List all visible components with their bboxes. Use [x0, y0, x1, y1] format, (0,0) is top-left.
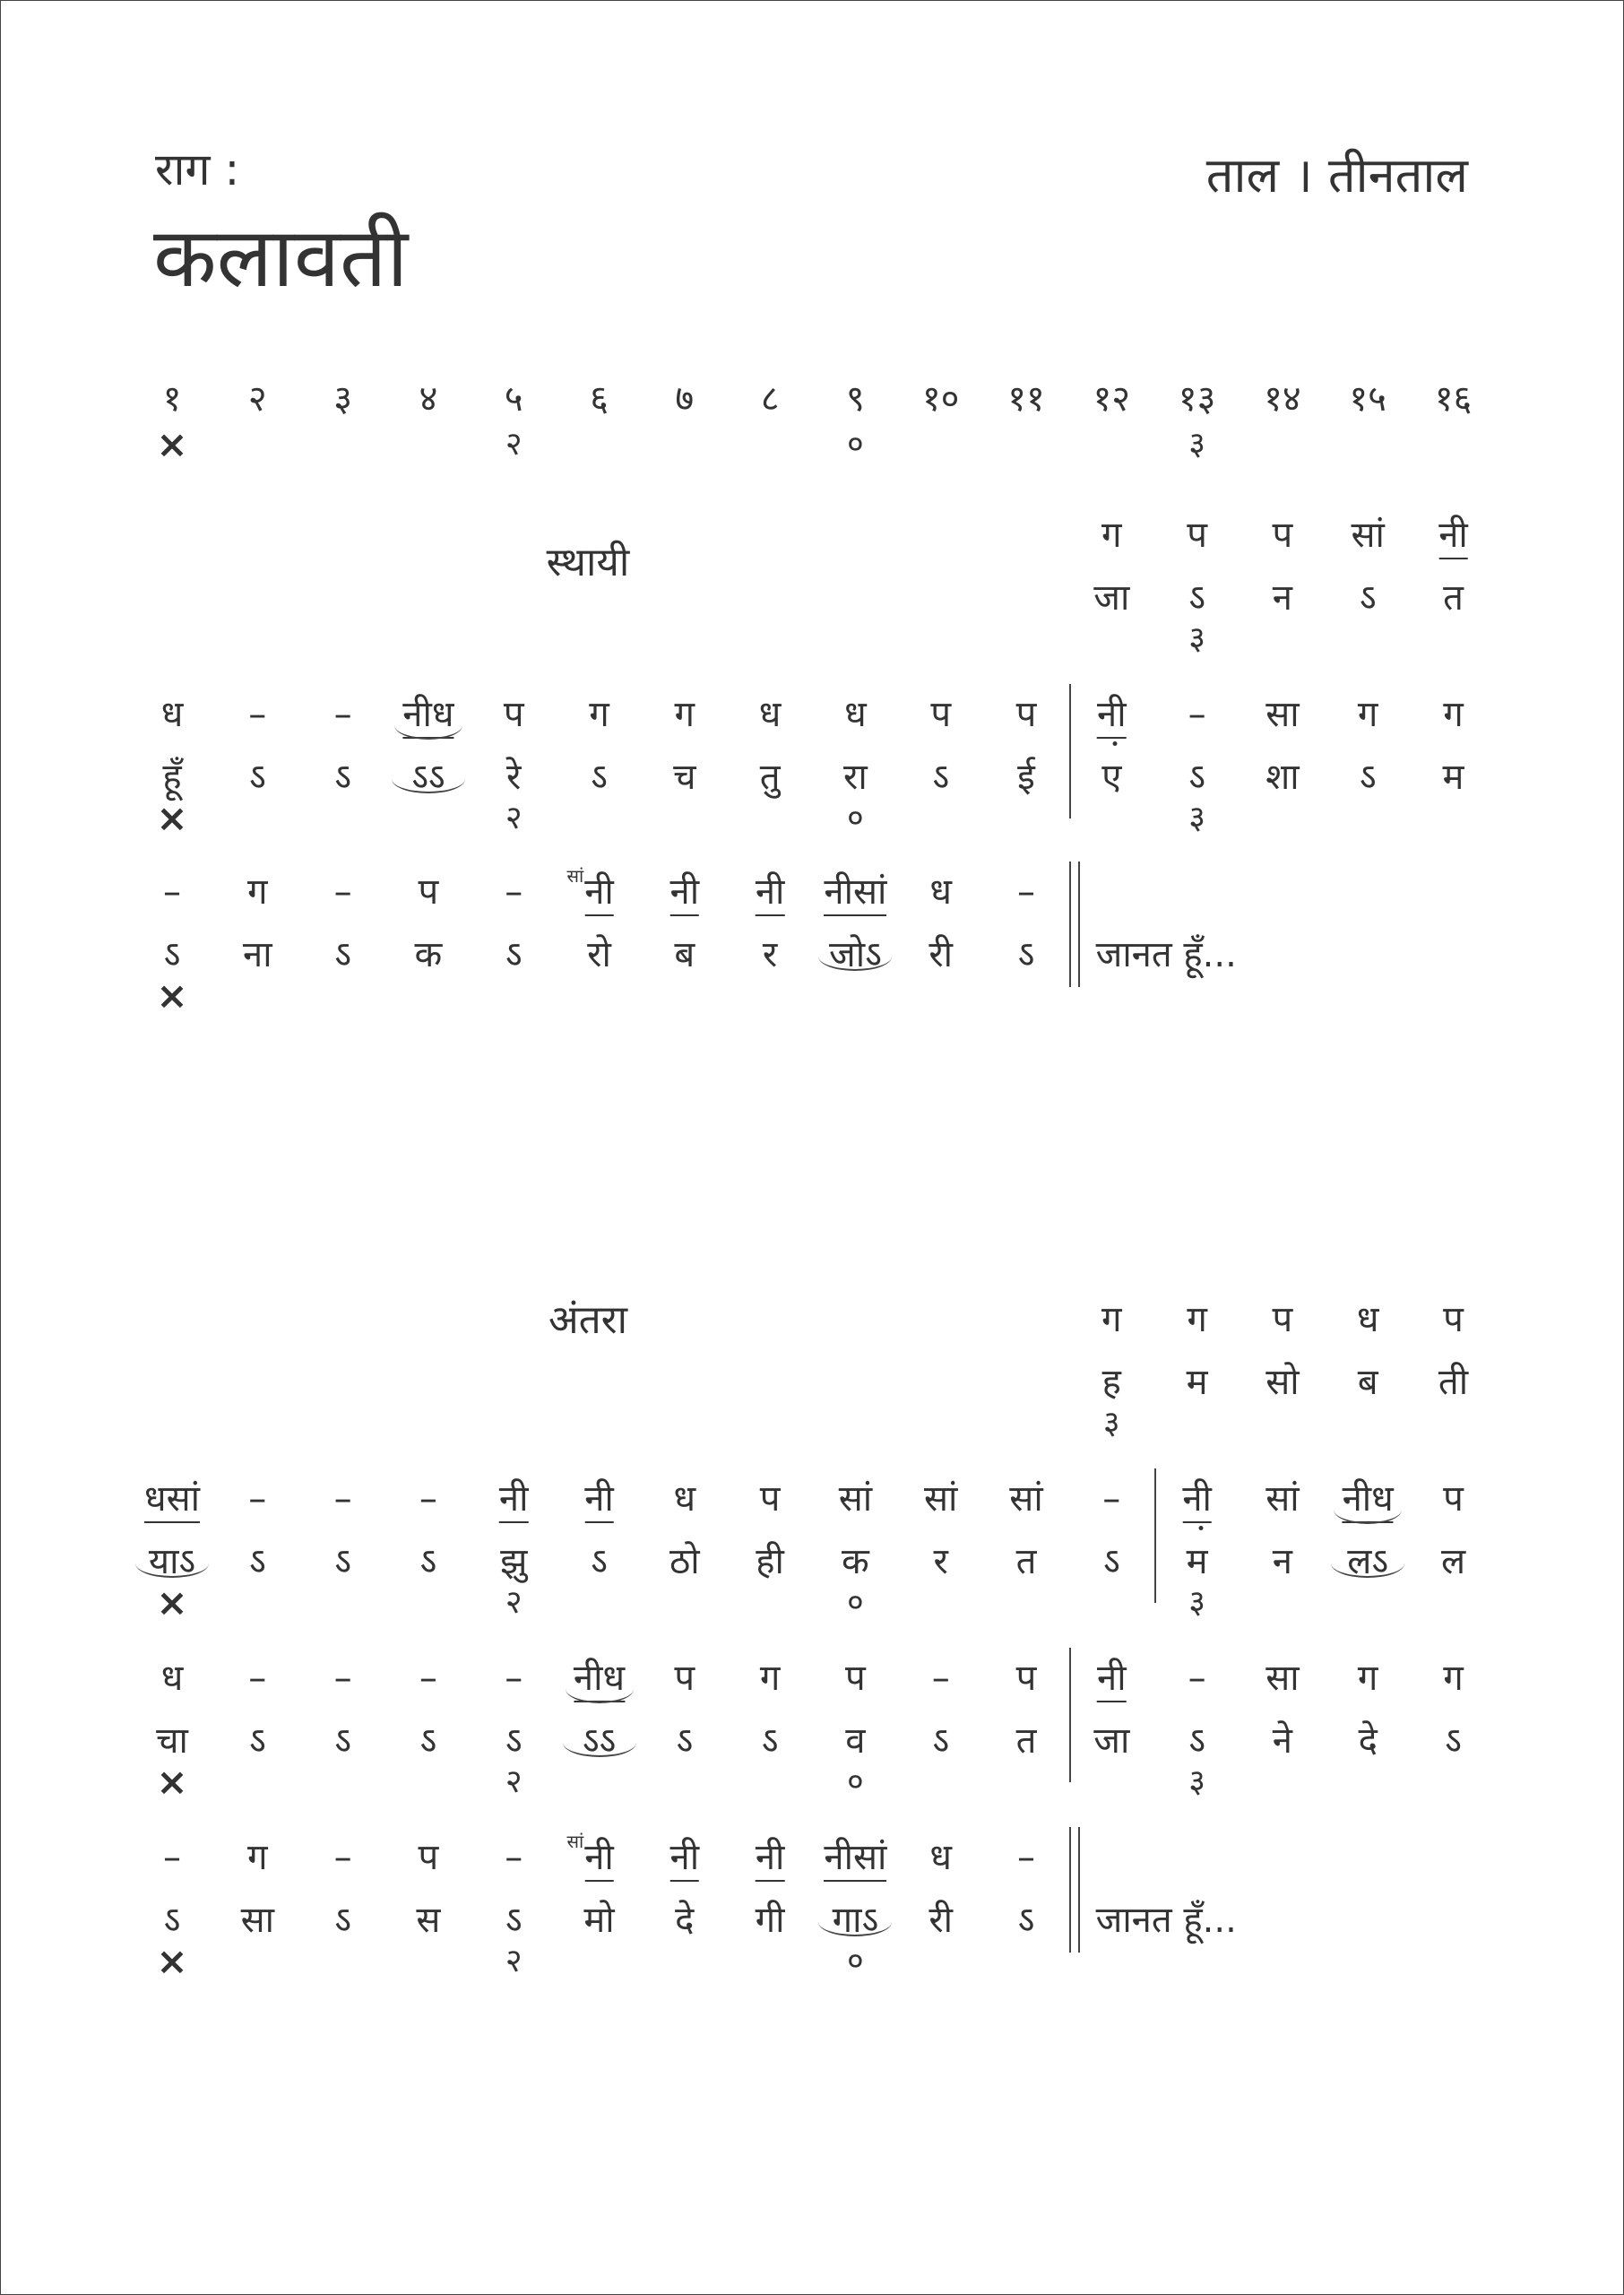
beat-number: १०: [921, 378, 960, 420]
swara-note: नीध: [574, 1657, 625, 1702]
beat-number: ४: [419, 378, 438, 420]
tala-mark: ×: [156, 1760, 188, 1804]
lyric-syllable: ऽ: [334, 757, 351, 798]
swara-note: प: [759, 1478, 781, 1520]
swara-note: ग: [589, 694, 609, 735]
swara-note: प: [503, 694, 524, 735]
lyric-syllable: र: [933, 1541, 948, 1582]
lyric-syllable: ल: [1440, 1541, 1466, 1582]
lyric-syllable: ऽ: [761, 1720, 779, 1762]
lyric-syllable: गाऽ: [832, 1900, 879, 1941]
lyric-syllable: ही: [756, 1541, 784, 1582]
lyric-syllable: ब: [1357, 1362, 1378, 1403]
swara-note: प: [930, 694, 952, 735]
lyric-syllable: सो: [1266, 1362, 1300, 1403]
lyric-syllable: रा: [843, 757, 868, 798]
lyric-syllable: ऽ: [1359, 577, 1377, 619]
lyric-syllable: ऽ: [1102, 1541, 1120, 1582]
tala-mark: २: [505, 800, 523, 836]
swara-note: –: [1017, 871, 1035, 913]
beat-number: १: [162, 378, 182, 420]
swara-note: प: [1272, 515, 1293, 556]
lyric-syllable: म: [1442, 757, 1464, 798]
lyric-syllable: गी: [755, 1900, 785, 1941]
lyric-syllable: स: [416, 1900, 441, 1941]
swara-note: ग: [1101, 515, 1122, 556]
tala-mark: ३: [1188, 620, 1205, 657]
double-bar-line: [1069, 1827, 1071, 1953]
swara-note: –: [163, 871, 181, 913]
lyric-syllable: चा: [156, 1720, 188, 1762]
lyric-syllable: जोऽ: [829, 934, 882, 975]
lyric-syllable: म: [1186, 1541, 1208, 1582]
swara-note: –: [333, 1658, 352, 1699]
kan-swara: सां: [566, 865, 584, 887]
kan-swara: सां: [566, 1831, 584, 1852]
swara-note: –: [248, 1658, 267, 1699]
swara-note: –: [1188, 1658, 1206, 1699]
swara-note: ग: [1357, 1658, 1378, 1699]
beat-number: १५: [1349, 378, 1386, 420]
swara-note: नी: [670, 1836, 700, 1882]
lyric-syllable: ऽ: [1445, 1720, 1462, 1762]
lyric-syllable: ठो: [669, 1541, 700, 1582]
vibhag-bar-line: [1154, 1468, 1156, 1603]
lyric-syllable: ऽ: [932, 1720, 950, 1762]
lyric-syllable: न: [1272, 577, 1292, 619]
lyric-syllable: री: [929, 934, 954, 975]
swara-note: सा: [1266, 1658, 1300, 1699]
lyric-syllable: म: [1186, 1362, 1208, 1403]
swara-note: ध: [673, 1478, 696, 1520]
slur-arc: [1331, 1563, 1404, 1578]
lyric-syllable: ऽ: [1188, 1720, 1205, 1762]
swara-note: ग: [247, 1837, 268, 1878]
mandra-dot: [1113, 741, 1118, 746]
slur-arc: [392, 779, 465, 793]
beat-number: ८: [760, 378, 780, 420]
swara-note: –: [248, 1478, 267, 1520]
swara-note: ग: [247, 871, 268, 913]
beat-mark: ×: [156, 422, 188, 466]
tala-mark: ३: [1188, 800, 1205, 836]
lyric-syllable: व: [845, 1720, 866, 1762]
lyric-syllable: ई: [1017, 757, 1035, 798]
slur-arc: [135, 1563, 209, 1578]
swara-note: –: [1017, 1837, 1035, 1878]
vibhag-bar-line: [1069, 684, 1071, 818]
double-bar-line: [1078, 1827, 1080, 1953]
lyric-syllable: ऽ: [419, 1720, 437, 1762]
swara-note: –: [163, 1837, 181, 1878]
lyric-syllable: ऽ: [334, 1900, 351, 1941]
tala-mark: ०: [847, 800, 864, 836]
beat-number: १६: [1434, 378, 1473, 420]
lyric-syllable: ऽ: [591, 757, 608, 798]
swara-note: नी: [584, 870, 614, 916]
swara-note: –: [931, 1658, 950, 1699]
swara-note: नी: [499, 1477, 529, 1523]
swara-note: नी: [756, 1836, 785, 1882]
lyric-syllable: ऽऽ: [411, 757, 445, 798]
swara-note: ग: [1101, 1299, 1122, 1340]
lyric-syllable: ऽ: [163, 934, 181, 975]
lyric-syllable: मो: [583, 1900, 615, 1941]
tala-mark: ०: [847, 1943, 864, 1979]
swara-note: सां: [923, 1478, 958, 1520]
beat-number: १३: [1178, 378, 1216, 420]
lyric-syllable: ऽ: [419, 1541, 437, 1582]
lyric-syllable: शा: [1266, 757, 1300, 798]
lyric-syllable: ऽ: [1359, 757, 1377, 798]
lyric-syllable: ए: [1101, 757, 1122, 798]
beat-number: ५: [504, 378, 523, 420]
slur-arc: [818, 1922, 892, 1936]
lyric-syllable: त: [1443, 577, 1464, 619]
swara-note: प: [1015, 694, 1037, 735]
swara-note: –: [333, 1837, 352, 1878]
beat-number: ६: [590, 378, 609, 420]
section-title-sthayi: स्थायी: [546, 540, 630, 585]
swara-note: नीध: [1343, 1477, 1394, 1523]
beat-number: ११: [1007, 378, 1045, 420]
section-title-antara: अंतरा: [548, 1297, 628, 1343]
swara-note: ध: [758, 694, 782, 735]
swara-note: –: [248, 694, 267, 735]
tala-mark: २: [505, 1943, 523, 1979]
lyric-syllable: ऽ: [248, 1541, 266, 1582]
swara-note: प: [418, 1837, 439, 1878]
lyric-syllable: ऽऽ: [582, 1720, 617, 1762]
lyric-syllable: ऽ: [248, 757, 266, 798]
swara-note: ग: [674, 694, 695, 735]
swara-note: ध: [844, 694, 867, 735]
swara-note: ग: [1357, 694, 1378, 735]
swara-note: –: [505, 1658, 523, 1699]
tala-mark: ×: [156, 974, 188, 1018]
swara-note: –: [333, 694, 352, 735]
swara-note: –: [1188, 694, 1206, 735]
lyric-syllable: ने: [1272, 1720, 1292, 1762]
beat-mark: ३: [1188, 426, 1205, 463]
lyric-syllable: तु: [759, 757, 781, 798]
beat-number: २: [247, 378, 267, 420]
tala-mark: ३: [1188, 1584, 1205, 1621]
tala-mark: ०: [847, 1584, 864, 1621]
double-bar-line: [1078, 862, 1080, 987]
lyric-syllable: रो: [587, 934, 611, 975]
swara-note: सा: [1266, 694, 1300, 735]
swara-note: –: [505, 871, 523, 913]
swara-note: प: [418, 871, 439, 913]
lyric-syllable: क: [842, 1541, 869, 1582]
lyric-syllable: ऽ: [1188, 577, 1205, 619]
swara-note: –: [333, 1478, 352, 1520]
lyric-syllable: हूँ: [162, 757, 182, 798]
lyric-syllable: जा: [1093, 1720, 1130, 1762]
lyric-syllable: ऽ: [505, 1720, 523, 1762]
swara-note: –: [333, 871, 352, 913]
tala-mark: ३: [1102, 1405, 1120, 1442]
lyric-syllable: ऽ: [932, 757, 950, 798]
swara-note: –: [505, 1837, 523, 1878]
tala-mark: ३: [1188, 1763, 1205, 1800]
swara-note: ध: [929, 1837, 952, 1878]
slur-arc: [563, 1743, 636, 1757]
lyric-syllable: ऽ: [676, 1720, 694, 1762]
beat-number: ७: [675, 378, 695, 420]
swara-note: प: [1443, 1478, 1464, 1520]
lyric-syllable: लऽ: [1347, 1541, 1389, 1582]
beat-number: १२: [1093, 378, 1131, 420]
swara-note: प: [674, 1658, 695, 1699]
swara-note: ध: [160, 1658, 184, 1699]
swara-note: –: [419, 1658, 437, 1699]
swara-note: ध: [1356, 1299, 1379, 1340]
beat-number: ३: [333, 378, 352, 420]
lyric-syllable: ऽ: [334, 1541, 351, 1582]
beat-number: ९: [845, 378, 865, 420]
lyric-syllable: री: [929, 1900, 954, 1941]
lyric-syllable: ह: [1101, 1362, 1121, 1403]
raga-name: कलावती: [153, 210, 409, 306]
vibhag-bar-line: [1069, 1648, 1071, 1782]
lyric-syllable: ती: [1438, 1362, 1469, 1403]
swara-note: ग: [1443, 694, 1464, 735]
beat-mark: २: [505, 426, 523, 463]
refrain-text: जानत हूँ...: [1095, 934, 1237, 975]
swara-note: प: [845, 1658, 866, 1699]
lyric-syllable: र: [762, 934, 778, 975]
lyric-syllable: च: [673, 757, 696, 798]
lyric-syllable: ऽ: [334, 1720, 351, 1762]
tala-mark: ×: [156, 796, 188, 840]
swara-note: धसां: [144, 1477, 200, 1523]
lyric-syllable: झु: [500, 1541, 528, 1582]
swara-note: नीसां: [824, 1836, 886, 1882]
lyric-syllable: रे: [506, 757, 522, 798]
swara-note: नी: [1438, 514, 1468, 559]
lyric-syllable: जा: [1093, 577, 1130, 619]
lyric-syllable: याऽ: [148, 1541, 196, 1582]
swara-note: नीध: [402, 693, 454, 739]
lyric-syllable: ब: [674, 934, 695, 975]
swara-note: प: [1443, 1299, 1464, 1340]
swara-note: सां: [1009, 1478, 1043, 1520]
lyric-syllable: ऽ: [1017, 934, 1035, 975]
swara-note: ग: [759, 1658, 781, 1699]
swara-note: नीसां: [824, 870, 886, 916]
swara-note: ग: [1443, 1658, 1464, 1699]
lyric-syllable: ऽ: [1188, 757, 1205, 798]
refrain-text: जानत हूँ...: [1095, 1900, 1237, 1941]
swara-note: नी: [584, 1836, 614, 1882]
swara-note: सां: [1266, 1478, 1300, 1520]
lyric-syllable: ऽ: [505, 934, 523, 975]
swara-note: ध: [929, 871, 952, 913]
lyric-syllable: ऽ: [163, 1900, 181, 1941]
lyric-syllable: त: [1015, 1720, 1037, 1762]
swara-note: सां: [838, 1478, 873, 1520]
tala-mark: ×: [156, 1939, 188, 1983]
swara-note: –: [1102, 1478, 1121, 1520]
lyric-syllable: न: [1272, 1541, 1292, 1582]
tala-mark: २: [505, 1763, 523, 1800]
lyric-syllable: ऽ: [505, 1900, 523, 1941]
lyric-syllable: क: [414, 934, 443, 975]
tala-mark: ×: [156, 1581, 188, 1624]
swara-note: नी: [1097, 693, 1127, 739]
tala-label: ताल । तीनताल: [1205, 147, 1468, 204]
swara-note: नी: [1097, 1657, 1127, 1702]
swara-note: ध: [160, 694, 184, 735]
swara-note: नी: [670, 870, 700, 916]
lyric-syllable: ऽ: [248, 1720, 266, 1762]
double-bar-line: [1069, 862, 1071, 987]
lyric-syllable: ऽ: [1017, 1900, 1035, 1941]
lyric-syllable: त: [1015, 1541, 1037, 1582]
mandra-dot: [1198, 1526, 1203, 1530]
lyric-syllable: सा: [240, 1900, 274, 1941]
lyric-syllable: ना: [243, 934, 272, 975]
swara-note: प: [1015, 1658, 1037, 1699]
swara-note: सां: [1351, 515, 1385, 556]
swara-note: नी: [756, 870, 785, 916]
swara-note: प: [1187, 515, 1207, 556]
tala-mark: ०: [847, 1763, 864, 1800]
lyric-syllable: दे: [1358, 1720, 1378, 1762]
beat-number: १४: [1264, 378, 1301, 420]
swara-note: ग: [1187, 1299, 1207, 1340]
tala-mark: २: [505, 1584, 523, 1621]
swara-note: नी: [1182, 1477, 1212, 1523]
swara-note: प: [1272, 1299, 1293, 1340]
lyric-syllable: दे: [675, 1900, 695, 1941]
lyric-syllable: ऽ: [334, 934, 351, 975]
swara-note: –: [419, 1478, 437, 1520]
lyric-syllable: ऽ: [591, 1541, 608, 1582]
swara-note: नी: [584, 1477, 614, 1523]
beat-mark: ०: [847, 426, 864, 463]
raga-label: राग :: [155, 143, 240, 195]
